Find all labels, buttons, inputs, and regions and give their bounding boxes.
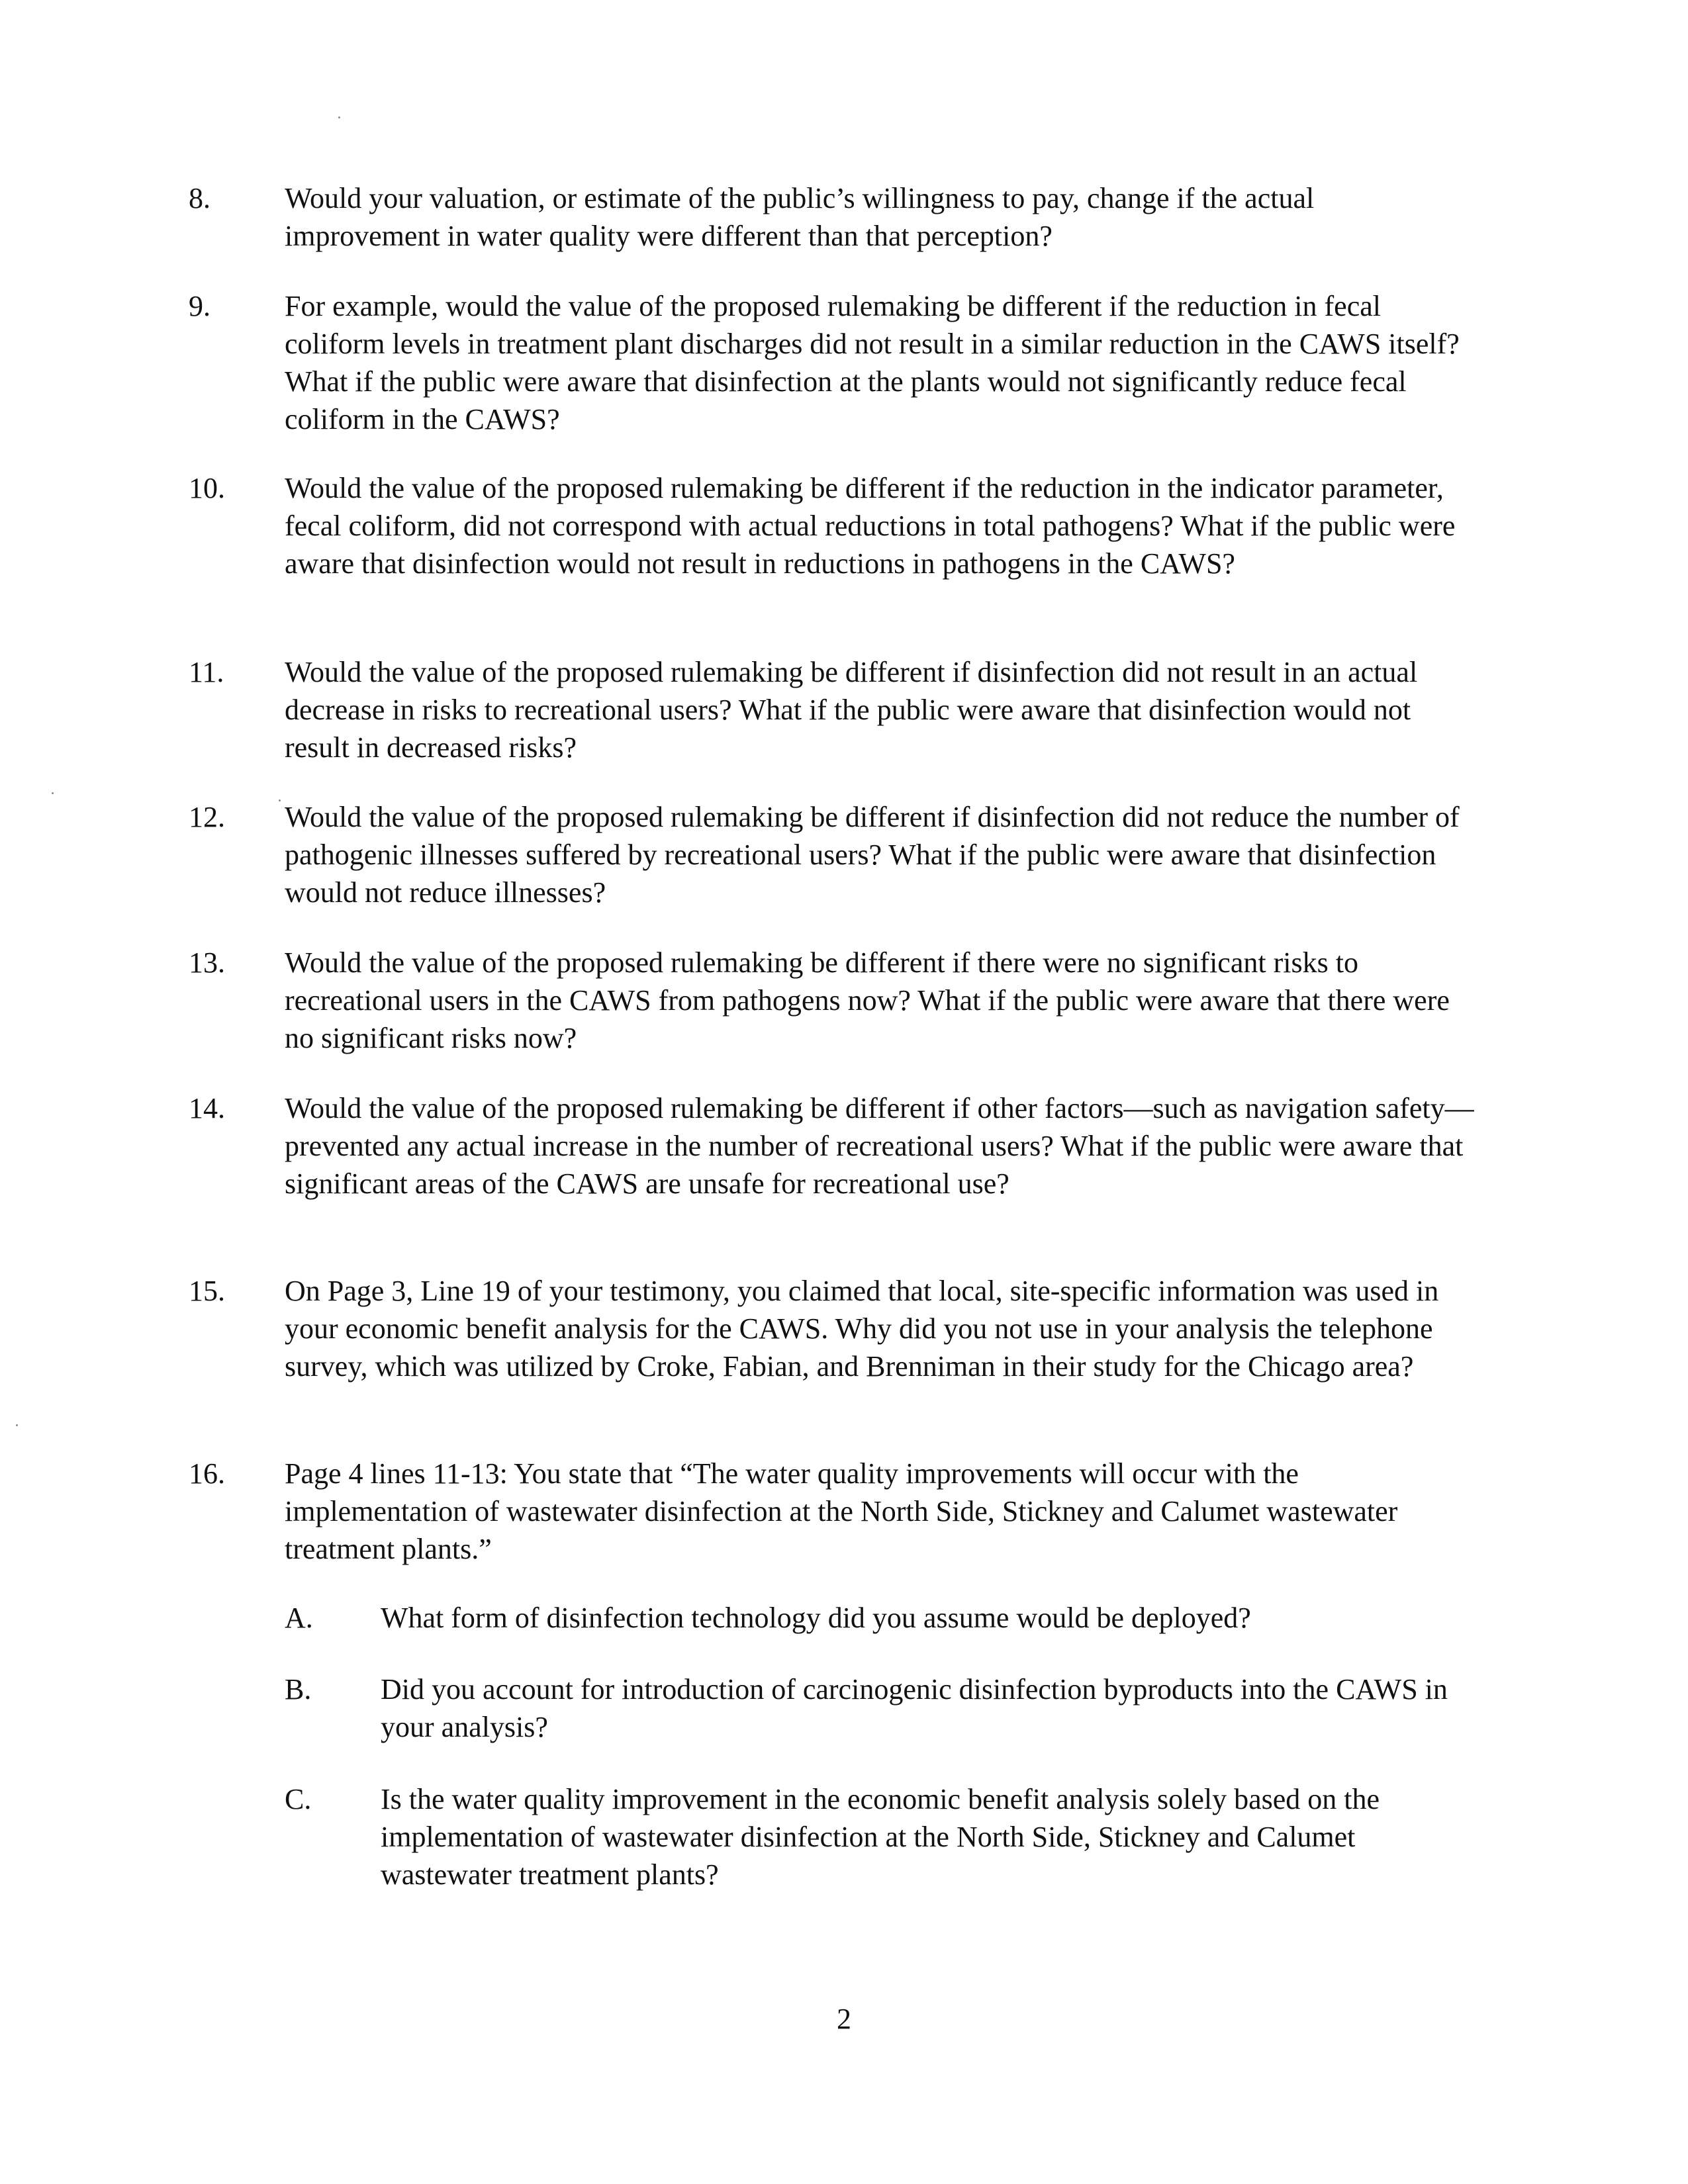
question-number: 8. — [189, 182, 211, 214]
scan-speck — [16, 1424, 18, 1426]
subquestion-letter: B. — [285, 1673, 312, 1706]
question-text: Would the value of the proposed rulemaking be different if there were no significant risks to recreational users in the CAWS from pathogens now? What if the public were aware that there were no significant risks now? — [285, 946, 1450, 1054]
subquestion-text: What form of disinfection technology did you assume would be deployed? — [381, 1602, 1251, 1634]
question-text: Would the value of the proposed rulemaking be different if disinfection did not result in an actual decrease in risks to recreational users? What if the public were aware that disinfection would not result in decreased risks? — [285, 656, 1418, 764]
question-number: 9. — [189, 290, 211, 322]
subquestion-letter: A. — [285, 1602, 313, 1634]
question-number: 13. — [189, 946, 225, 979]
subquestion-text: Is the water quality improvement in the economic benefit analysis solely based on the implementation of wastewater disinfection at the North Side, Stickney and Calumet wastewater treatment plants? — [381, 1783, 1380, 1891]
question-text: Would the value of the proposed rulemaking be different if other factors—such as navigation safety—prevented any actual increase in the number of recreational users? What if the public were aware that significant areas of the CAWS are unsafe for recreational use? — [285, 1092, 1474, 1200]
question-text: For example, would the value of the proposed rulemaking be different if the reduction in fecal coliform levels in treatment plant discharges did not result in a similar reduction in the CAWS itself? What if the public were aware that disinfection at the plants would not significantly reduce fecal coliform in the CAWS? — [285, 290, 1460, 435]
subquestion-text: Did you account for introduction of carcinogenic disinfection byproducts into the CAWS in your analysis? — [381, 1673, 1448, 1743]
scan-speck — [52, 792, 54, 794]
question-number: 11. — [189, 656, 224, 688]
question-text: On Page 3, Line 19 of your testimony, you claimed that local, site-specific information was used in your economic benefit analysis for the CAWS. Why did you not use in your analysis the telephone survey, which was utilized by Croke, Fabian, and Brenniman in their study for the Chicago area? — [285, 1275, 1439, 1383]
page-number: 2 — [837, 2003, 851, 2035]
question-number: 12. — [189, 801, 225, 833]
question-text: Would your valuation, or estimate of the public’s willingness to pay, change if the actual improvement in water quality were different than that perception? — [285, 182, 1315, 252]
question-number: 14. — [189, 1092, 225, 1124]
question-text: Page 4 lines 11-13: You state that “The water quality improvements will occur with the implementation of wastewater disinfection at the North Side, Stickney and Calumet wastewater treatment plants.” — [285, 1457, 1398, 1565]
scan-speck — [338, 116, 340, 118]
question-number: 16. — [189, 1457, 225, 1490]
question-text: Would the value of the proposed rulemaking be different if the reduction in the indicator parameter, fecal coliform, did not correspond with actual reductions in total pathogens? What if the public were aware that disinfection would not result in reductions in pathogens in the CAWS? — [285, 472, 1456, 580]
question-text: Would the value of the proposed rulemaking be different if disinfection did not reduce the number of pathogenic illnesses suffered by recreational users? What if the public were aware that disinfection would not reduce illnesses? — [285, 801, 1460, 909]
question-number: 10. — [189, 472, 225, 504]
scan-speck — [279, 799, 281, 801]
subquestion-letter: C. — [285, 1783, 312, 1815]
question-number: 15. — [189, 1275, 225, 1307]
